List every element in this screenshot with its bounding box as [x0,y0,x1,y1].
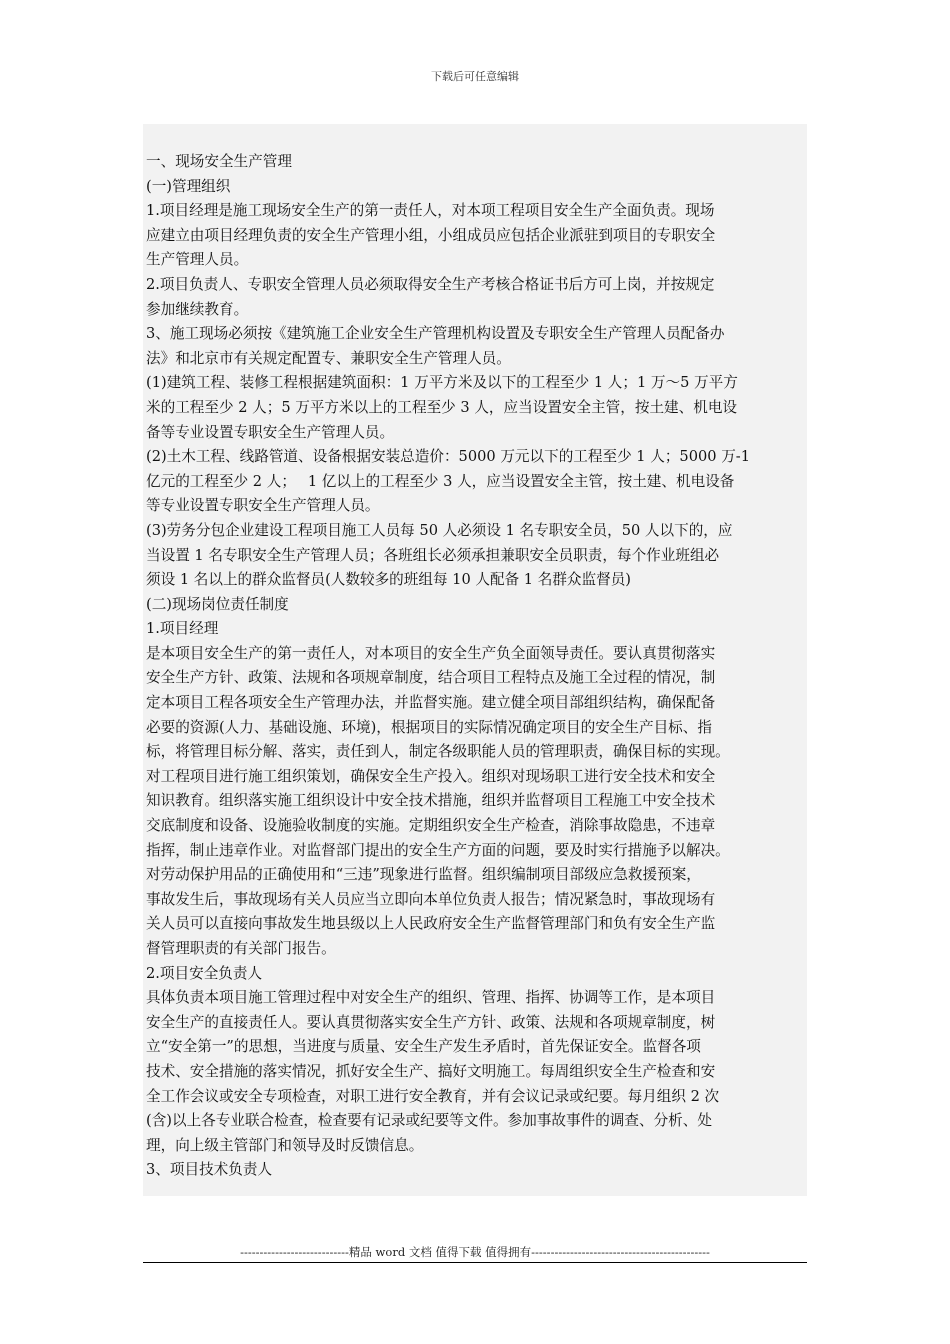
subsection-heading: (一)管理组织 [146,177,231,195]
paragraph: (3)劳务分包企业建设工程项目施工人员每 50 人必须设 1 名专职安全员，50 人以下的，应 当设置 1 名专职安全生产管理人员；各班组长必须承担兼职安全员职责，每个作业班组必 须设 1 名以上的群众监督员(人数较多的班组每 10 人配备 1 名群众监督员) [146,521,733,589]
paragraph: (2)土木工程、线路管道、设备根据安装总造价：5000 万元以下的工程至少 1 人；5000 万-1 亿元的工程至少 2 人； 1 亿以上的工程至少 3 人，应当设置安全主管，按土建、机电设备 等专业设置专职安全生产管理人员。 [146,448,751,515]
paragraph: 3、施工现场必须按《建筑施工企业安全生产管理机构设置及专职安全生产管理人员配备办 法》和北京市有关规定配置专、兼职安全生产管理人员。 [146,325,725,367]
paragraph: 是本项目安全生产的第一责任人，对本项目的安全生产负全面领导责任。要认真贯彻落实 安全生产方针、政策、法规和各项规章制度，结合项目工程特点及施工全过程的情况，制 定本项目工程各项安全生产管理办法，并监督实施。建立健全项目部组织结构，确保配备 必要的资源(人力、基础设施、环境)，根据项目的实际情况确定项目的安全生产目标、指 标，将管理目标分解、落实，责任到人，制定各级职能人员的管理职责，确保目标的实现。 对工程项目进行施工组织策划，确保安全生产投入。组织对现场职工进行安全技术和安全 知识教育。组织落实施工组织设计中安全技术措施，组织并监督项目工程施工中安全技术 交底制度和设备、设施验收制度的实施。定期组织安全生产检查，消除事故隐患，不违章 指挥，制止违章作业。对监督部门提出的安全生产方面的问题，要及时实行措施予以解决。 对劳动保护用品的正确使用和“三违”现象进行监督。组织编制项目部级应急救援预案， 事故发生后，事故现场有关人员应当立即向本单位负责人报告；情况紧急时，事故现场有 关人员可以直接向事故发生地县级以上人民政府安全生产监督管理部门和负有安全生产监 督管理职责的有关部门报告。 [146,644,730,957]
page-footer: ----------------------------精品 word 文档 值得下载 值得拥有---------------------------------------------- [240,1245,710,1259]
subsection-heading: (二)现场岗位责任制度 [146,595,289,613]
item-heading: 3、项目技术负责人 [146,1161,273,1179]
item-heading: 2.项目安全负责人 [146,964,263,982]
paragraph: (1)建筑工程、装修工程根据建筑面积：1 万平方米及以下的工程至少 1 人；1 万～5 万平方 米的工程至少 2 人；5 万平方米以上的工程至少 3 人，应当设置安全主管，按土建、机电设 备等专业设置专职安全生产管理人员。 [146,374,738,441]
paragraph: 2.项目负责人、专职安全管理人员必须取得安全生产考核合格证书后方可上岗，并按规定 参加继续教育。 [146,275,715,318]
footer-divider [143,1262,807,1263]
item-heading: 1.项目经理 [146,620,219,638]
paragraph: 具体负责本项目施工管理过程中对安全生产的组织、管理、指挥、协调等工作，是本项目 安全生产的直接责任人。要认真贯彻落实安全生产方针、政策、法规和各项规章制度，树 立“安全第一”的思想，当进度与质量、安全生产发生矛盾时，首先保证安全。监督各项 技术、安全措施的落实情况，抓好安全生产、搞好文明施工。每周组织安全生产检查和安 全工作会议或安全专项检查，对职工进行安全教育，并有会议记录或纪要。每月组织 2 次 (含)以上各专业联合检查，检查要有记录或纪要等文件。参加事故事件的调查、分析、处 理，向上级主管部门和领导及时反馈信息。 [146,989,720,1154]
section-heading: 一、现场安全生产管理 [146,153,292,170]
paragraph: 1.项目经理是施工现场安全生产的第一责任人，对本项工程项目安全生产全面负责。现场 应建立由项目经理负责的安全生产管理小组，小组成员应包括企业派驻到项目的专职安全 生产管理人员。 [146,202,716,269]
document-body [143,124,807,1196]
page-header: 下载后可任意编辑 [431,70,519,83]
